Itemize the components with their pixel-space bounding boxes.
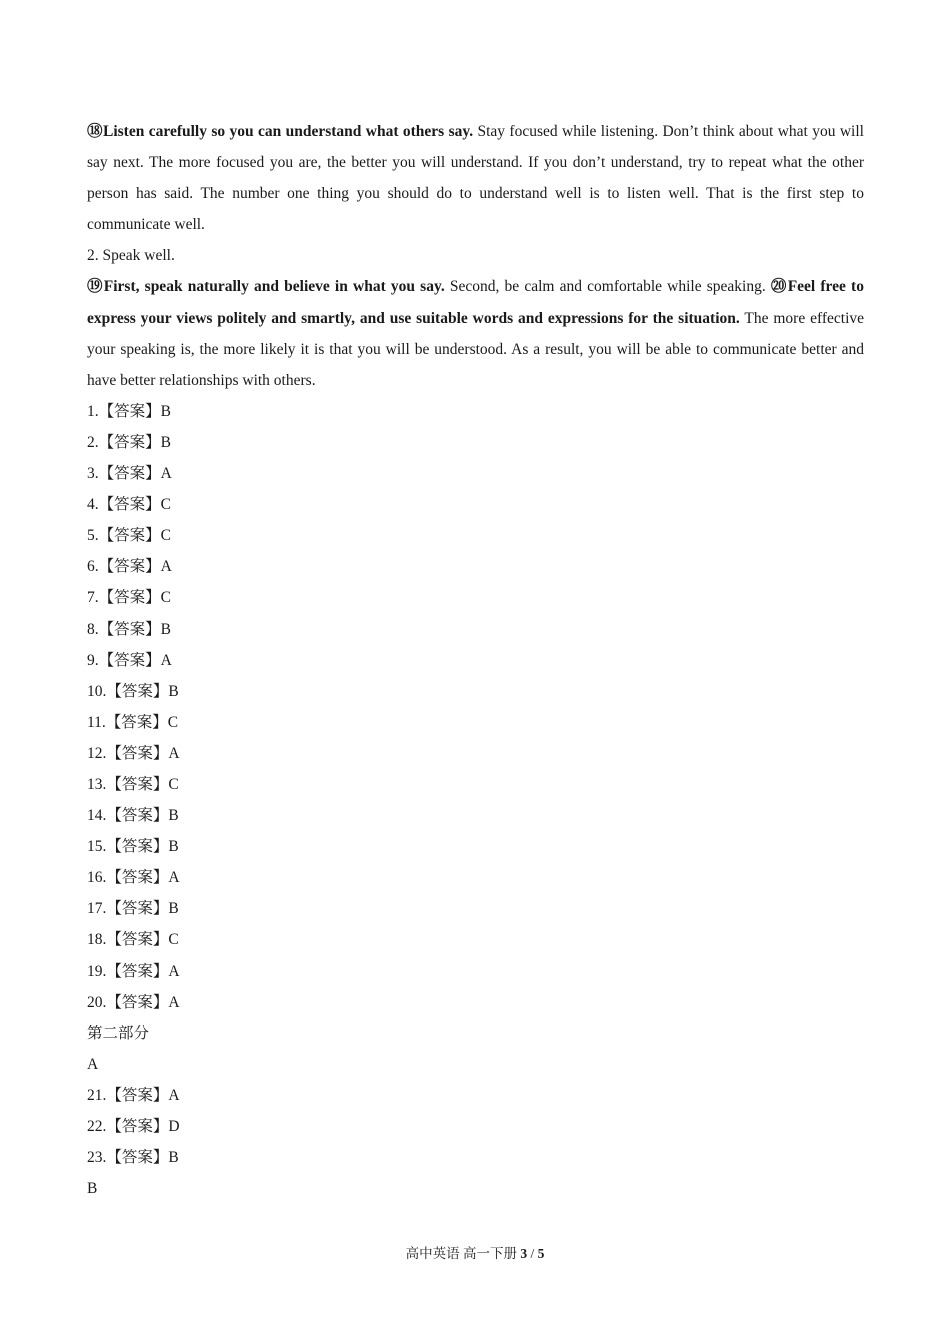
footer-page-number: 3 [520, 1246, 528, 1261]
answer-item: 18.【答案】C [87, 931, 179, 949]
paragraph-18 [87, 116, 864, 240]
paragraph-19 [87, 271, 864, 395]
footer-text: 高中英语 高一下册 [405, 1246, 521, 1261]
answer-item: 14.【答案】B [87, 807, 179, 825]
paragraph-18-text: Stay focused while listening. Don’t think about what you will say next. The more focused you are, the better you will understand. If you don’t understand, try to repeat what the other person has said. The number one thing you should do to understand well is to listen well. That is the first step to communicate well. [87, 123, 864, 234]
answer-item: 10.【答案】B [87, 682, 179, 700]
answer-item: 12.【答案】A [87, 744, 180, 762]
page-footer [0, 1244, 950, 1264]
answer-item: 6.【答案】A [87, 558, 172, 576]
answer-item: 13.【答案】C [87, 775, 179, 793]
answer-item: 5.【答案】C [87, 527, 171, 545]
answer-item: 21.【答案】A [87, 1086, 180, 1104]
section-2-a-label: A [87, 1055, 99, 1073]
answer-item: 20.【答案】A [87, 993, 180, 1011]
answer-item: 15.【答案】B [87, 838, 179, 856]
document-body [87, 116, 864, 1204]
paragraph-18-bold: Listen carefully so you can understand what others say. [103, 123, 474, 140]
paragraph-19-bold: First, speak naturally and believe in what you say. [103, 278, 445, 296]
section-2-title: 第二部分 [87, 1024, 150, 1042]
answer-list-part2-a [87, 1080, 864, 1173]
paragraph-19-marker: ⑲ [87, 278, 104, 296]
answer-item: 22.【答案】D [87, 1118, 180, 1135]
answer-item: 3.【答案】A [87, 465, 172, 483]
paragraph-18-marker: ⑱ [87, 123, 103, 140]
answer-item: 16.【答案】A [87, 869, 180, 887]
paragraph-20-bold: Feel free to express your views politely and smartly, and use suitable words and expressions for the situation. [87, 278, 864, 327]
answer-item: 11.【答案】C [87, 713, 179, 731]
answer-item: 7.【答案】C [87, 589, 171, 607]
answer-item: 23.【答案】B [87, 1149, 179, 1167]
paragraph-20-marker: ⑳ [770, 278, 788, 296]
answer-item: 17.【答案】B [87, 900, 179, 918]
footer-page-total: 5 [537, 1246, 545, 1261]
paragraph-20-text: The more effective your speaking is, the more likely it is that you will be understood. As a result, you will be able to communicate better and have better relationships with others. [87, 309, 865, 389]
answer-item: 19.【答案】A [87, 962, 180, 980]
answer-item: 9.【答案】A [87, 651, 172, 669]
footer-separator: / [527, 1246, 538, 1261]
answer-item: 4.【答案】C [87, 496, 171, 514]
section-2-b-label: B [87, 1180, 98, 1198]
paragraph-19-text: Second, be calm and comfortable while speaking. [444, 278, 771, 296]
answer-item: 1.【答案】B [87, 402, 171, 420]
answer-list-part1 [87, 396, 864, 1018]
answer-item: 2.【答案】B [87, 433, 171, 451]
heading-speak-well: 2. Speak well. [87, 247, 175, 265]
answer-item: 8.【答案】B [87, 620, 171, 638]
